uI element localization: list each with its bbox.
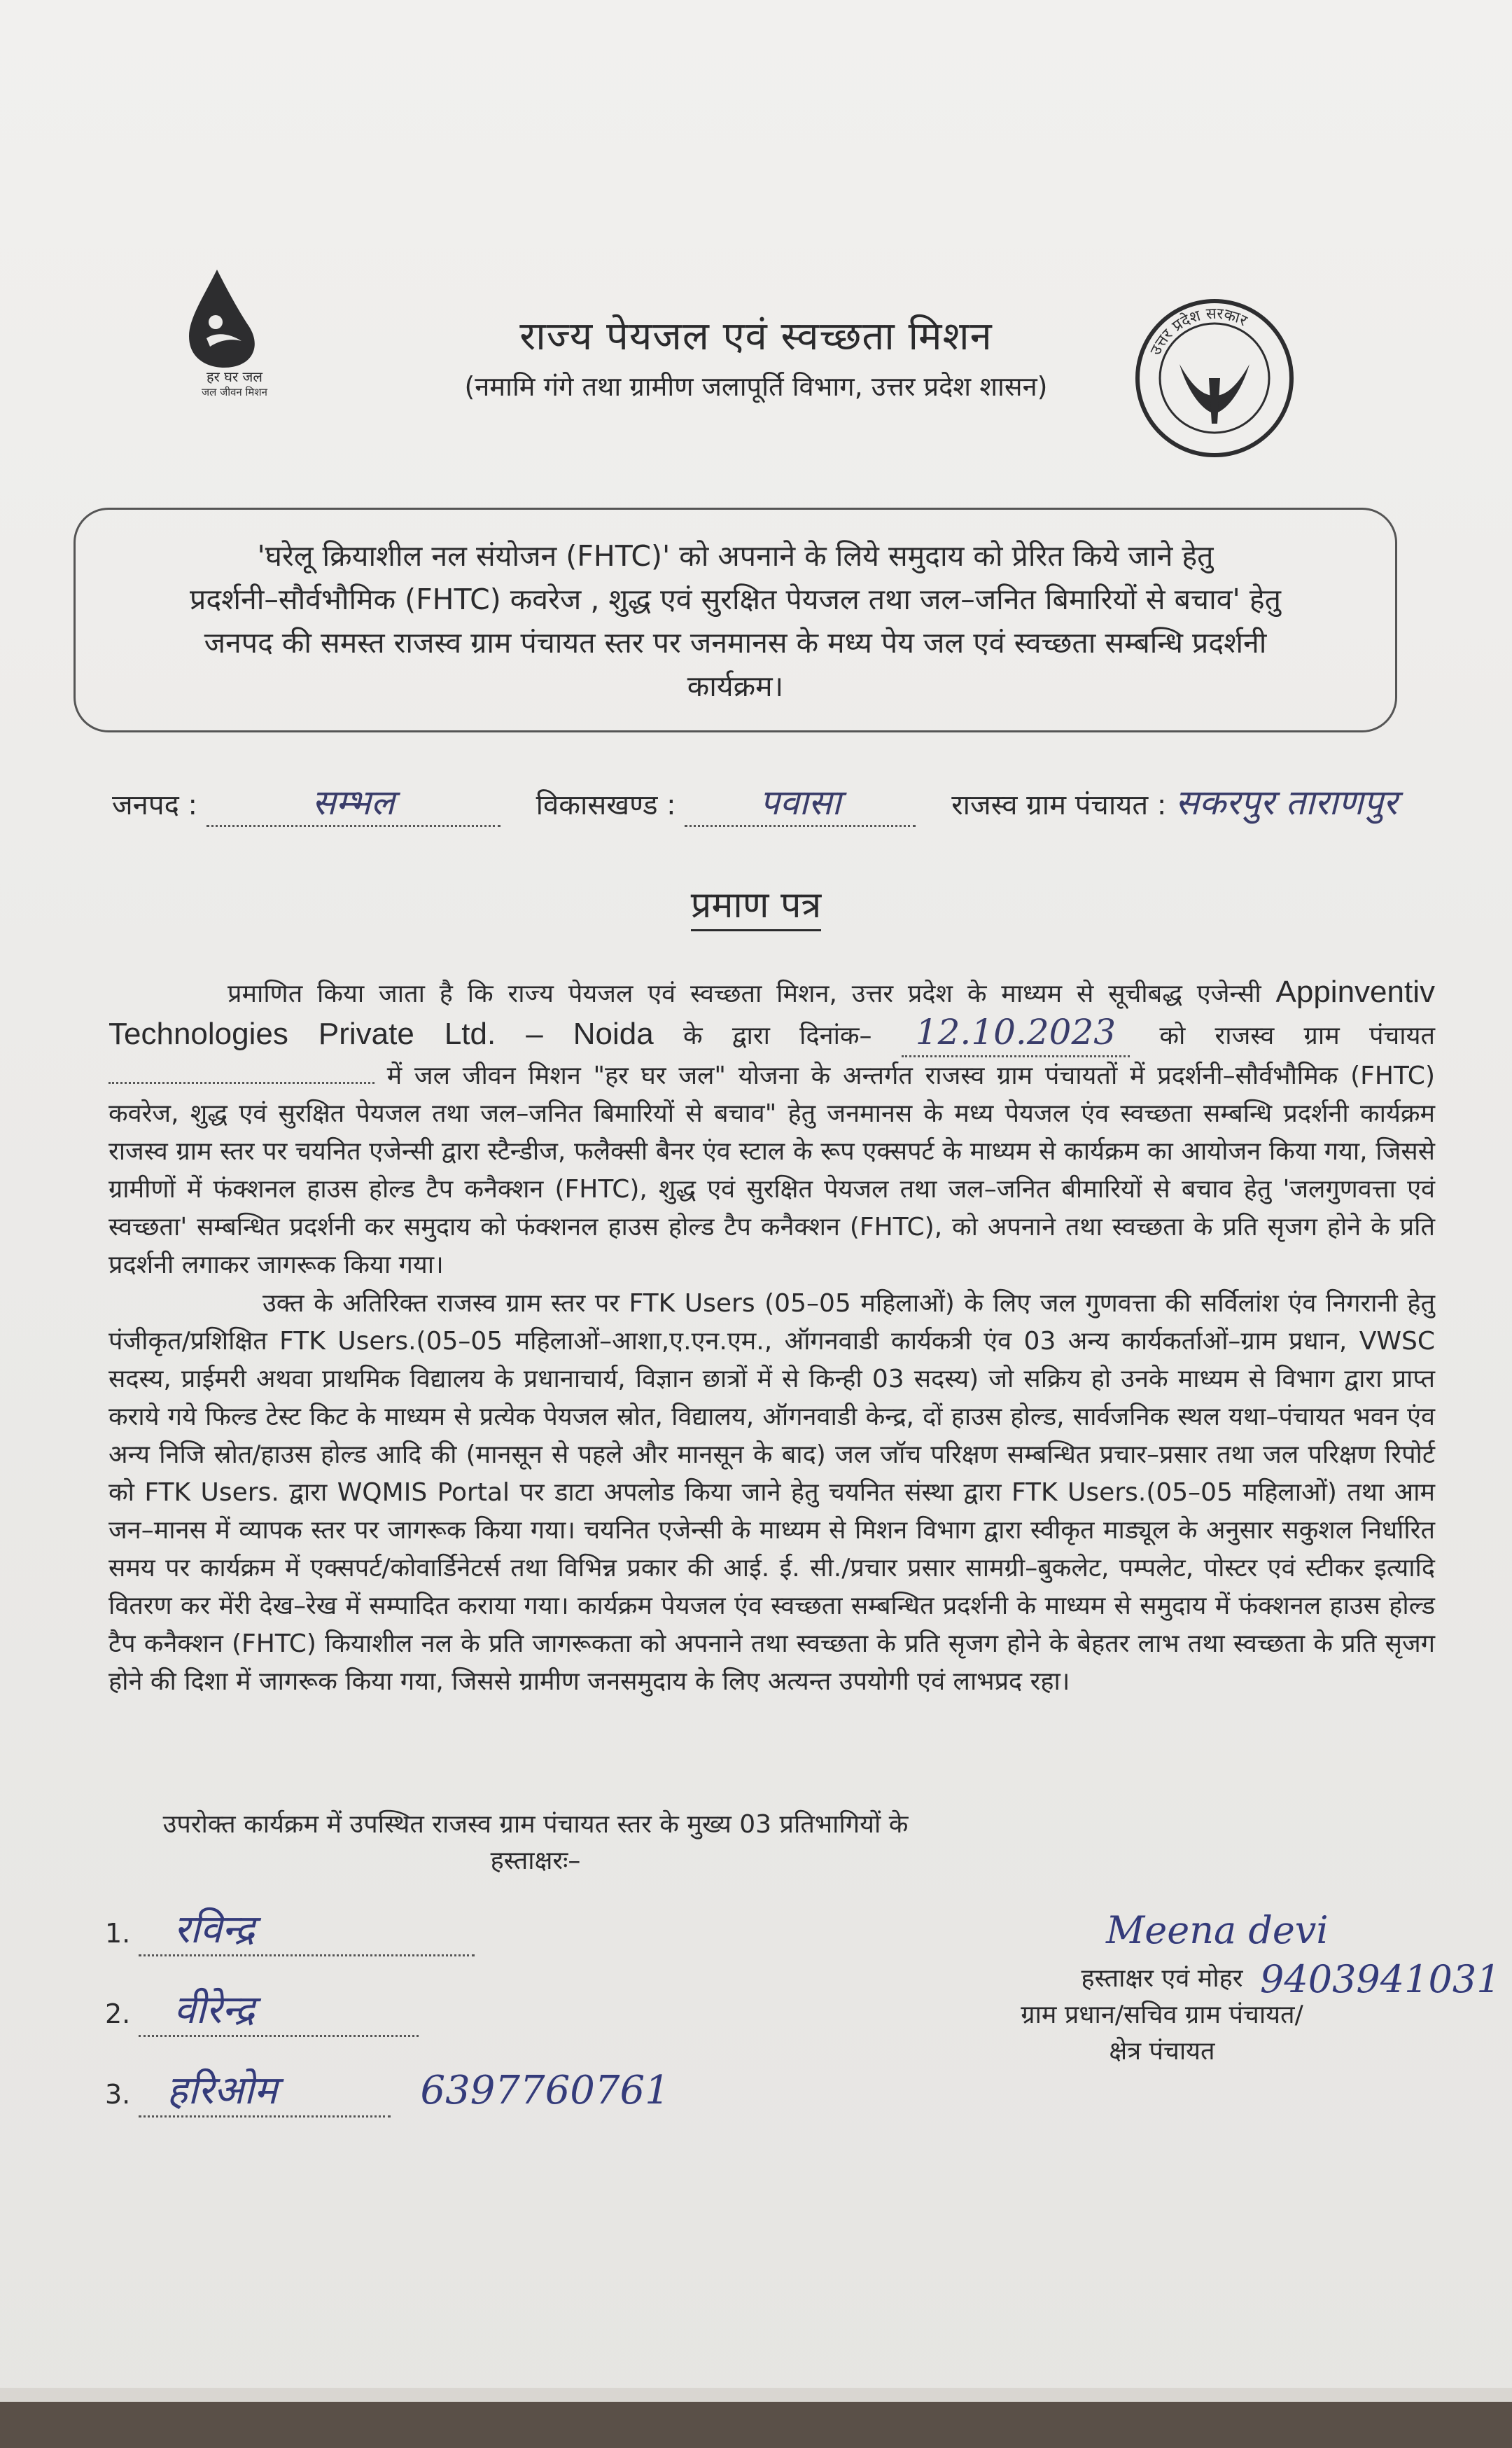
signature-number-1: 1.	[105, 1918, 131, 1949]
svg-text:उत्तर प्रदेश सरकार	[1147, 305, 1250, 359]
signature-name-1: रविन्द्र	[174, 1907, 255, 1952]
program-line-4: कार्यक्रम।	[687, 669, 784, 703]
table-edge	[0, 2388, 1512, 2403]
official-signature-block	[980, 1961, 1344, 2070]
certificate-paragraph-2	[108, 1285, 1435, 1701]
signature-intro	[115, 1807, 955, 1879]
para1-rest: में जल जीवन मिशन "हर घर जल" योजना के अन्तर्गत राजस्व ग्राम पंचायतों में प्रदर्शनी–सौर्वभौमिक (FHTC) कवरेज, शुद्ध एवं सुरक्षित पेयजल तथा जल–जनित बिमारियों से बचाव" हेतु जनमानस के मध्य पेयजल एंव स्वच्छता सम्बन्धि प्रदर्शनी कार्यक्रम राजस्व ग्राम स्तर पर चयनित एजेन्सी द्वारा स्टैन्डीज, फलैक्सी बैनर एंव स्टाल के रूप एक्सपर्ट के माध्यम से कार्यक्रम का आयोजन किया गया, जिससे ग्रामीणों में फंक्शनल हाउस होल्ड टैप कनैक्शन (FHTC), शुद्ध एवं सुरक्षित पेयजल तथा जल–जनित बीमारियों से बचाव हेतु 'जलगुणवत्ता एवं स्वच्छता' सम्बन्धित प्रदर्शनी कर समुदाय को फंक्शनल हाउस होल्ड टैप कनैक्शन (FHTC), को अपनाने तथा स्वच्छता के प्रति सृजग होने के प्रति प्रदर्शनी लगाकर जागरूक किया गया।	[108, 1062, 1435, 1279]
signature-line-3	[105, 2062, 670, 2117]
program-line-1: 'घरेलू क्रियाशील नल संयोजन (FHTC)' को अपनाने के लिये समुदाय को प्रेरित किये जाने हेतु	[257, 539, 1214, 573]
panchayat-value: सकरपुर ताराणपुर	[1175, 782, 1398, 823]
signature-intro-line-1: उपरोक्त कार्यक्रम में उपस्थित राजस्व ग्राम पंचायत स्तर के मुख्य 03 प्रतिभागियों के	[162, 1810, 909, 1839]
signature-intro-line-2: हस्ताक्षरः–	[490, 1847, 581, 1875]
logo-text-2: जल जीवन मिशन	[202, 386, 267, 398]
table-surface	[0, 2402, 1512, 2448]
certificate-heading: प्रमाण पत्र	[0, 879, 1512, 929]
program-line-3: जनपद की समस्त राजस्व ग्राम पंचायत स्तर पर जनमानस के मध्य पेय जल एवं स्वच्छता सम्बन्धि प्रदर्शनी	[204, 626, 1267, 660]
para2-text: उक्त के अतिरिक्त राजस्व ग्राम स्तर पर FTK Users (05–05 महिलाओं) के लिए जल गुणवत्ता की सर्विलांश एंव निगरानी हेतु पंजीकृत/प्रशिक्षित FTK Users.(05–05 महिलाओं–आशा,ए.एन.एम., ऑगनवाडी कार्यकत्री एंव 03 अन्य कार्यकर्ताओं–ग्राम प्रधान, VWSC सदस्य, प्राईमरी अथवा प्राथमिक विद्यालय के प्रधानाचार्य, विज्ञान छात्रों में से किन्ही 03 सदस्य) जो सक्रिय हो उनके माध्यम से विभाग द्वारा प्राप्त कराये गये फिल्ड टेस्ट किट के माध्यम से प्रत्येक पेयजल स्रोत, विद्यालय, ऑगनवाडी केन्द्र, दों हाउस होल्ड, सार्वजनिक स्थल यथा–पंचायत भवन एंव अन्य निजि स्रोत/हाउस होल्ड आदि की (मानसून से पहले और मानसून के बाद) जल जॉच परिक्षण सम्बन्धित प्रचार–प्रसार तथा जल परिक्षण रिपोर्ट को FTK Users. द्वारा WQMIS Portal पर डाटा अपलोड किया जाने हेतु चयनित संस्था द्वारा FTK Users.(05–05 महिलाओं) तथा आम जन–मानस में व्यापक स्तर पर जागरूक किया गया। चयनित एजेन्सी के माध्यम से मिशन विभाग द्वारा स्वीकृत माड्यूल के अनुसार सकुशल निर्धारित समय पर कार्यक्रम में एक्सपर्ट/कोवार्डिनेटर्स तथा विभिन्न प्रकार की आई. ई. सी./प्रचार प्रसार सामग्री–बुकलेट, पम्पलेट, पोस्टर एवं स्टीकर इत्यादि वितरण कर मेंरी देख–रेख में सम्पादित कराया गया। कार्यक्रम पेयजल एंव स्वच्छता सम्बन्धित प्रदर्शनी के माध्यम से समुदाय में फंक्शनल हाउस होल्ड टैप कनैक्शन (FHTC) कियाशील नल के प्रति जागरूकता को अपनाने तथा स्वच्छता के प्रति सृजग होने के बेहतर लाभ तथा स्वच्छता के प्रति सृजग होने की दिशा में जागरूक किया गया, जिससे ग्रामीण जनसमुदाय के लिए अत्यन्त उपयोगी एवं लाभप्रद रहा।	[108, 1289, 1435, 1696]
official-line-3: क्षेत्र पंचायत	[1109, 2037, 1215, 2066]
after-date: को राजस्व ग्राम पंचायत	[1159, 1022, 1435, 1050]
location-fields	[112, 777, 1484, 827]
official-line-2: ग्राम प्रधान/सचिव ग्राम पंचायत/	[1021, 2001, 1303, 2029]
signature-number-3: 3.	[105, 2079, 131, 2110]
signature-number-2: 2.	[105, 1998, 131, 2029]
date-value: 12.10.2023	[915, 1012, 1116, 1052]
signature-name-2: वीरेन्द्र	[174, 1987, 255, 2033]
certificate-paragraph-1	[108, 973, 1435, 1284]
signature-name-3: हरिओम	[167, 2068, 278, 2113]
official-line-1: हस्ताक्षर एवं मोहर	[1081, 1964, 1243, 1993]
block-label: विकासखण्ड :	[536, 789, 676, 821]
date-label: के द्वारा दिनांक–	[682, 1022, 872, 1050]
signature-phone-3: 6397760761	[420, 2068, 670, 2113]
up-government-seal	[1130, 294, 1298, 462]
program-description-box	[74, 508, 1397, 732]
seal-text: उत्तर प्रदेश सरकार	[1147, 305, 1250, 359]
official-handwritten-phone: 9403941031	[1260, 1957, 1501, 2001]
agency-name: Appinventiv Technologies Private Ltd. – Noida	[108, 975, 1435, 1051]
logo-text-1: हर घर जल	[206, 368, 262, 385]
panchayat-label: राजस्व ग्राम पंचायत :	[951, 789, 1167, 821]
para1-start: प्रमाणित किया जाता है कि राज्य पेयजल एवं स्वच्छता मिशन, उत्तर प्रदेश के माध्यम से सूचीबद्ध एजेन्सी	[227, 980, 1261, 1008]
district-label: जनपद :	[112, 789, 198, 821]
official-handwritten-name: Meena devi	[1106, 1908, 1329, 1952]
block-value: पवासा	[760, 782, 841, 823]
district-value: सम्भल	[312, 782, 395, 823]
signature-line-1	[105, 1901, 475, 1956]
page-title: राज्य पेयजल एवं स्वच्छता मिशन	[519, 314, 993, 359]
signature-line-2	[105, 1982, 419, 2037]
program-line-2: प्रदर्शनी–सौर्वभौमिक (FHTC) कवरेज , शुद्ध एवं सुरक्षित पेयजल तथा जल–जनित बिमारियों से बचाव' हेतु	[190, 583, 1281, 616]
page-subtitle: (नमामि गंगे तथा ग्रामीण जलापूर्ति विभाग, उत्तर प्रदेश शासन)	[464, 371, 1048, 402]
